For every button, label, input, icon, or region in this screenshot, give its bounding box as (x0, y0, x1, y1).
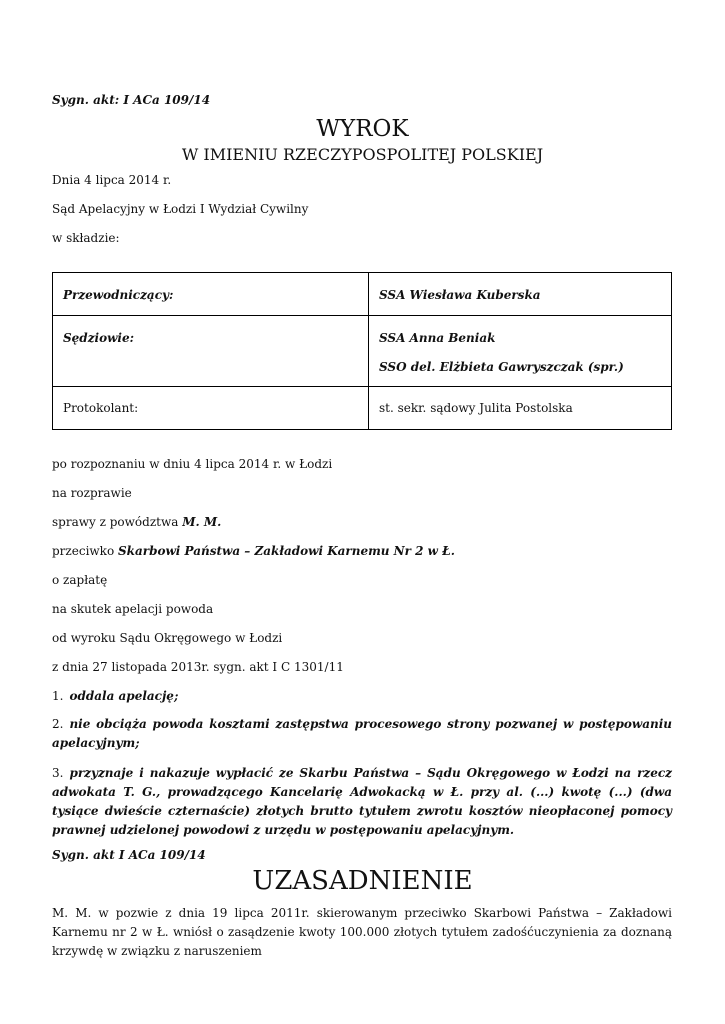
defendant-line (52, 544, 455, 558)
composition-label: w składzie: (52, 231, 120, 245)
clerk-label: Protokolant: (63, 401, 139, 415)
judgment-title: WYROK (316, 116, 409, 142)
ruling-number: 1. (52, 689, 64, 703)
proceedings-line: od wyroku Sądu Okręgowego w Łodzi (52, 631, 283, 645)
reasons-title: UZASADNIENIE (252, 866, 473, 896)
table-row (53, 273, 672, 316)
judgment-subtitle: W IMIENIU RZECZYPOSPOLITEJ POLSKIEJ (181, 145, 544, 164)
proceedings-line: na skutek apelacji powoda (52, 602, 214, 616)
clerk-name: st. sekr. sądowy Julita Postolska (379, 401, 573, 415)
proceedings-line: po rozpoznaniu w dniu 4 lipca 2014 r. w Łodzi (52, 457, 333, 471)
ruling-item-3 (52, 764, 672, 840)
court-name: Sąd Apelacyjny w Łodzi I Wydział Cywilny (52, 202, 309, 216)
judge-name: SSO del. Elżbieta Gawryszczak (spr.) (379, 360, 624, 374)
plaintiff-line (52, 515, 221, 529)
presiding-label: Przewodniczący: (63, 288, 174, 302)
case-reference-top: Sygn. akt: I ACa 109/14 (52, 93, 211, 107)
case-reference-reasons: Sygn. akt I ACa 109/14 (52, 848, 206, 862)
ruling-text: nie obciąża powoda kosztami zastępstwa procesowego strony pozwanej w postępowaniu apelacyjnym; (52, 717, 672, 750)
judges-label-cell (53, 316, 369, 387)
judges-label: Sędziowie: (63, 331, 135, 345)
court-panel-table (52, 272, 672, 430)
ruling-text: oddala apelację; (69, 689, 179, 703)
ruling-item-2 (52, 715, 672, 753)
proceedings-line: o zapłatę (52, 573, 108, 587)
ruling-text: przyznaje i nakazuje wypłacić ze Skarbu Państwa – Sądu Okręgowego w Łodzi na rzecz adwokata T. G., prowadzącego Kancelarię Adwokacką w Ł. przy al. (...) kwotę (...) (dwa tysiące dwieście czternaście) złotych brutto tytułem zwrotu kosztów nieopłaconej pomocy prawnej udzielonej powodowi z urzędu w postępowaniu apelacyjnym. (52, 766, 672, 837)
presiding-value-cell (369, 273, 672, 316)
defendant-name: Skarbowi Państwa – Zakładowi Karnemu Nr 2 w Ł. (117, 544, 455, 558)
judges-value-cell (369, 316, 672, 387)
plaintiff-name: M. M. (182, 515, 222, 529)
ruling-item-1 (52, 689, 178, 703)
clerk-value-cell (369, 387, 672, 430)
presiding-judge: SSA Wiesława Kuberska (379, 288, 541, 302)
ruling-number: 3. (52, 766, 64, 780)
judgment-date: Dnia 4 lipca 2014 r. (52, 173, 172, 187)
plaintiff-prefix: sprawy z powództwa (52, 515, 183, 529)
proceedings-line: na rozprawie (52, 486, 132, 500)
reasons-paragraph: M. M. w pozwie z dnia 19 lipca 2011r. skierowanym przeciwko Skarbowi Państwa – Zakładowi Karnemu nr 2 w Ł. wniósł o zasądzenie kwoty 100.000 złotych tytułem zadośćuczynienia za doznaną krzywdę w związku z naruszeniem (52, 906, 672, 958)
table-row (53, 387, 672, 430)
presiding-label-cell (53, 273, 369, 316)
clerk-label-cell (53, 387, 369, 430)
judge-name: SSA Anna Beniak (379, 331, 496, 345)
table-row (53, 316, 672, 387)
defendant-prefix: przeciwko (52, 544, 118, 558)
proceedings-line: z dnia 27 listopada 2013r. sygn. akt I C 1301/11 (52, 660, 344, 674)
ruling-number: 2. (52, 717, 64, 731)
